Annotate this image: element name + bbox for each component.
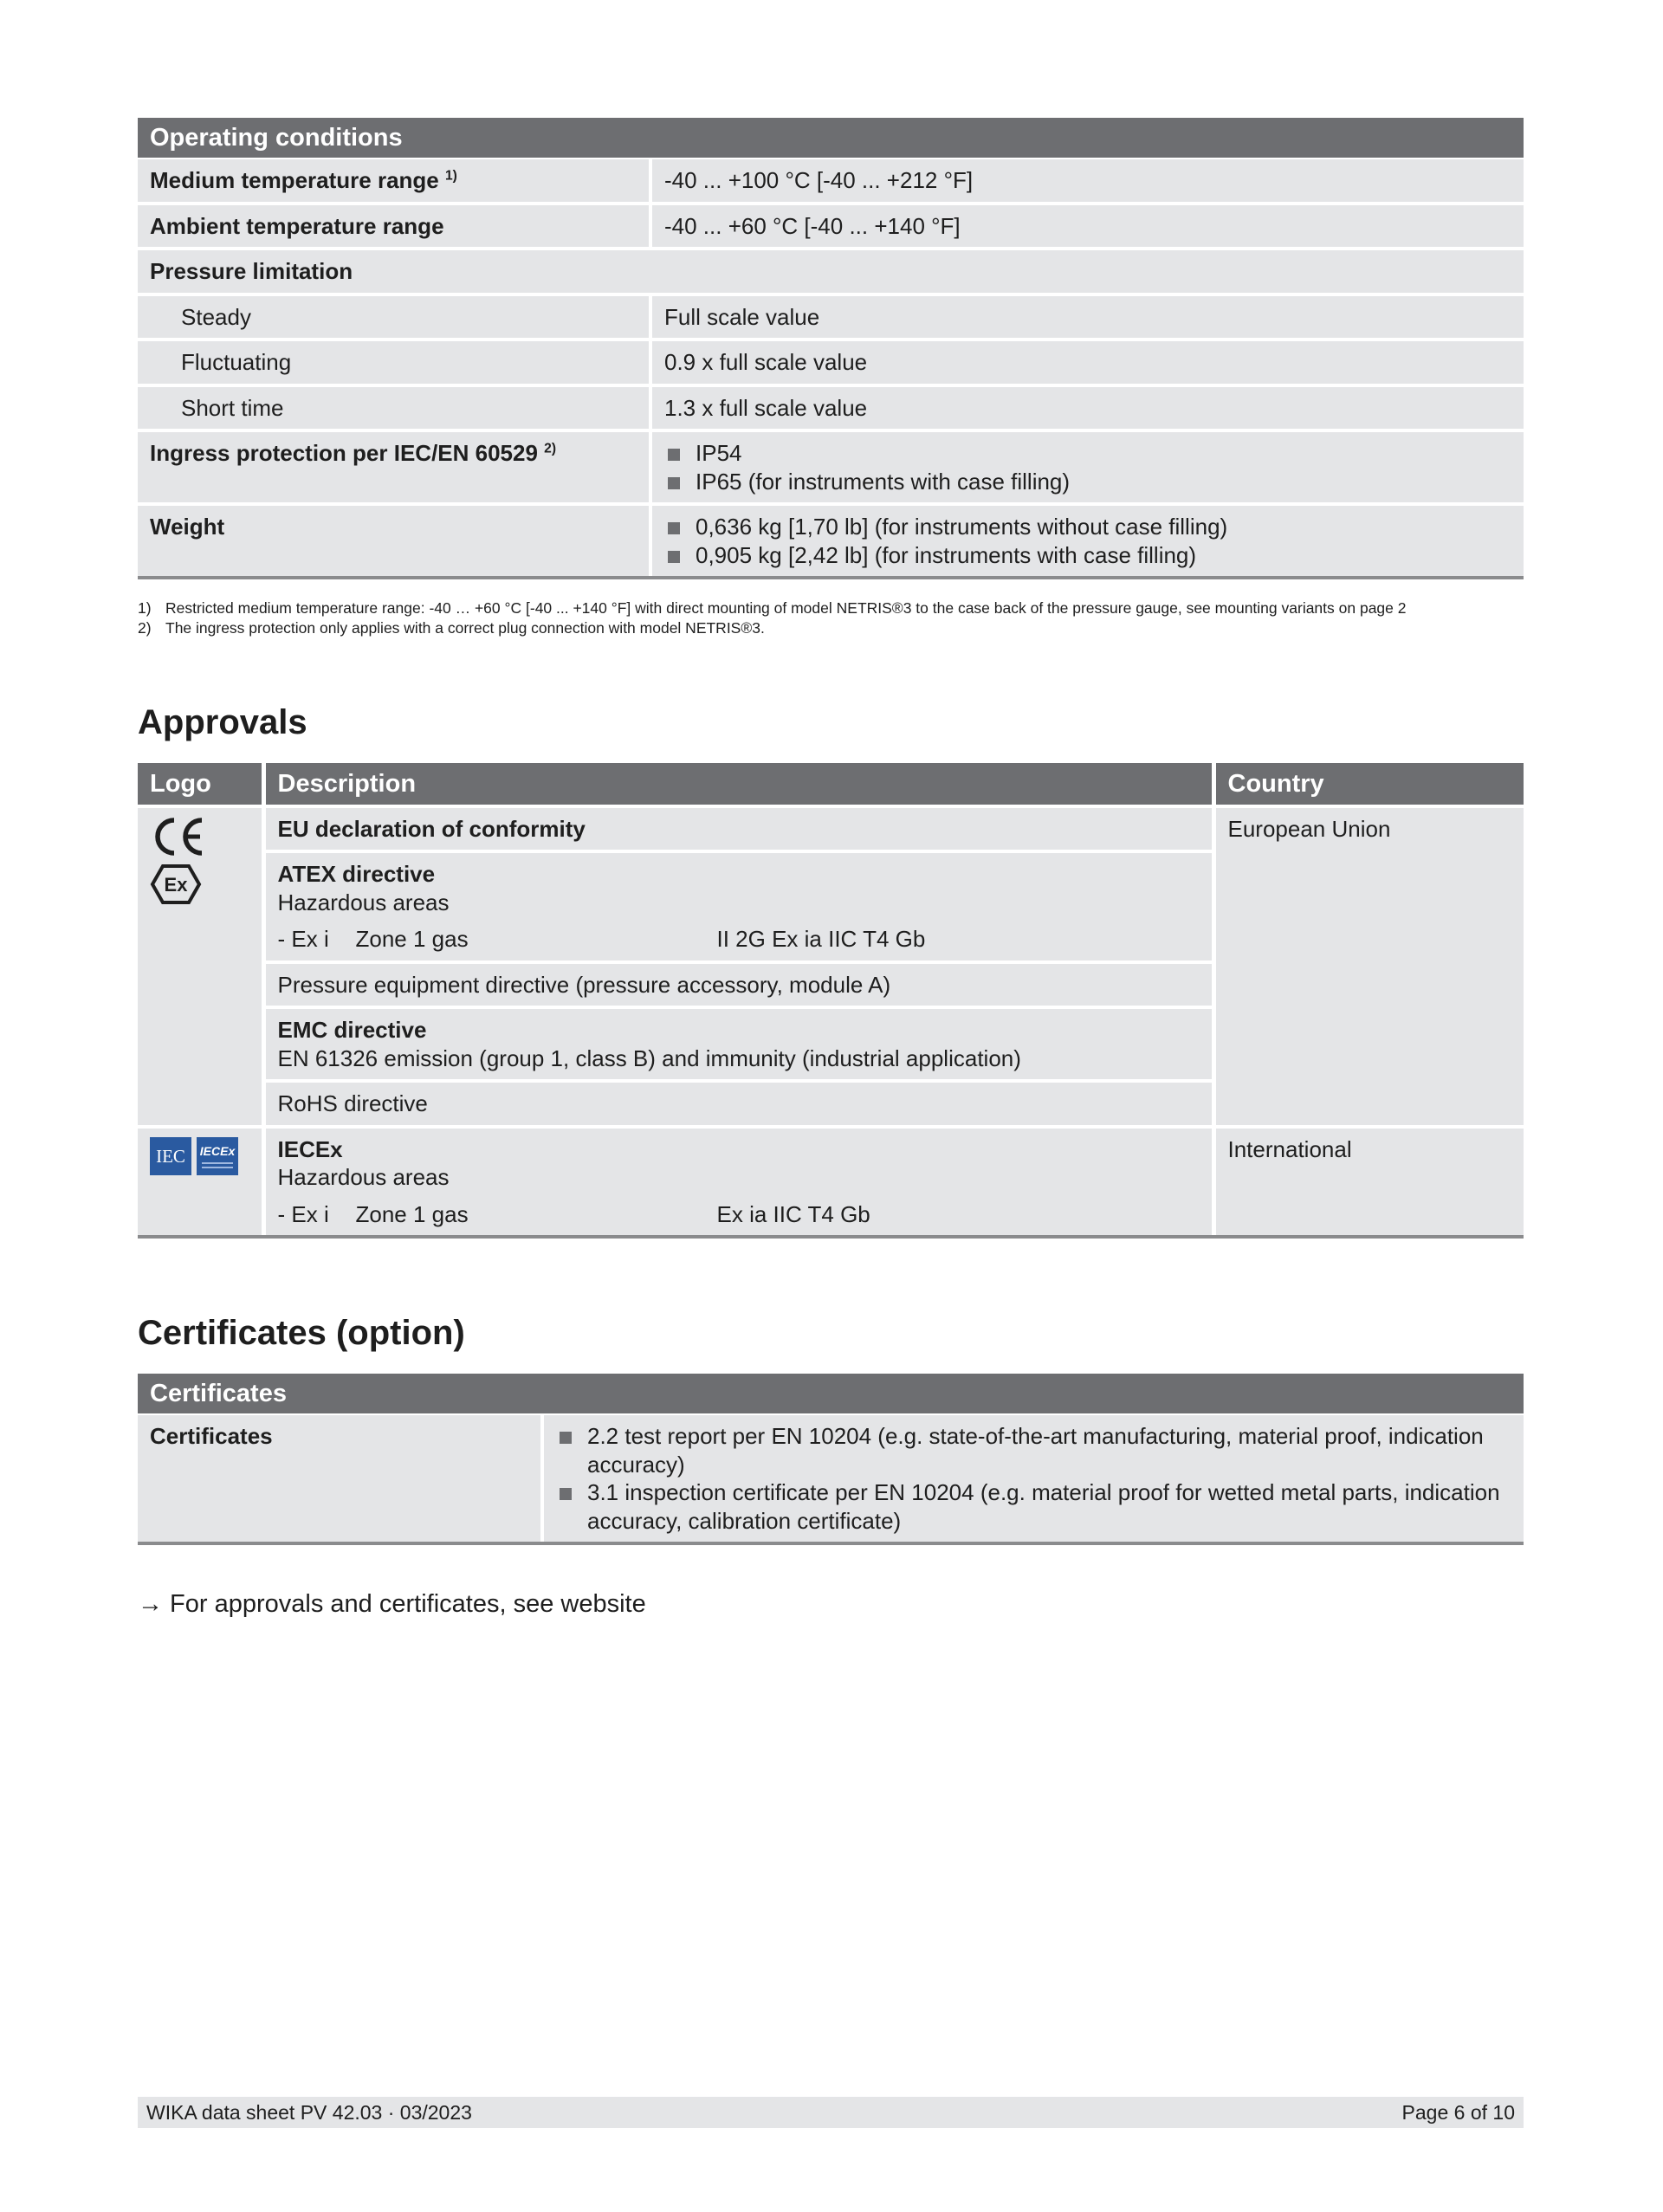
short-time-label: Short time bbox=[138, 387, 649, 430]
weight-list bbox=[664, 513, 1511, 569]
table-row bbox=[138, 1127, 1524, 1236]
footnote-1: 1) Restricted medium temperature range: -40 … +60 °C [-40 ... +140 °F] with direct mounting of model NETRIS®3 to the case back of the pressure gauge, see mounting variants on page 2 bbox=[138, 599, 1407, 617]
approvals-table bbox=[138, 763, 1524, 1236]
steady-label: Steady bbox=[138, 296, 649, 339]
table-row bbox=[138, 296, 1524, 339]
page-footer bbox=[138, 2097, 1524, 2128]
svg-text:IECEx: IECEx bbox=[199, 1143, 236, 1158]
eu-declaration: EU declaration of conformity bbox=[263, 806, 1213, 852]
table-row bbox=[138, 506, 1524, 576]
certificates-list bbox=[556, 1422, 1511, 1535]
emc-directive: EMC directive EN 61326 emission (group 1, class B) and immunity (industrial application) bbox=[263, 1007, 1213, 1081]
certificates-table bbox=[138, 1412, 1524, 1545]
table-row bbox=[138, 341, 1524, 384]
certificates-title: Certificates (option) bbox=[138, 1314, 465, 1353]
pressure-equipment-directive: Pressure equipment directive (pressure accessory, module A) bbox=[263, 962, 1213, 1008]
rohs-directive: RoHS directive bbox=[263, 1081, 1213, 1127]
svg-text:IEC: IEC bbox=[156, 1145, 185, 1167]
iec-logo-icon bbox=[150, 1137, 191, 1175]
steady-value: Full scale value bbox=[649, 296, 1524, 339]
table-row bbox=[138, 250, 1524, 293]
fluctuating-value: 0.9 x full scale value bbox=[649, 341, 1524, 384]
list-item: 3.1 inspection certificate per EN 10204 (e.g. material proof for wetted metal parts, indication accuracy, calibration certificate) bbox=[556, 1478, 1511, 1535]
medium-temperature-value: -40 ... +100 °C [-40 ... +212 °F] bbox=[649, 159, 1524, 202]
weight-label: Weight bbox=[138, 506, 649, 576]
list-item: 0,636 kg [1,70 lb] (for instruments without case filling) bbox=[664, 513, 1511, 541]
ce-mark-icon bbox=[150, 815, 207, 858]
list-item: 2.2 test report per EN 10204 (e.g. state-of-the-art manufacturing, material proof, indication accuracy) bbox=[556, 1422, 1511, 1478]
footnotes bbox=[138, 598, 1524, 638]
pressure-limitation-label: Pressure limitation bbox=[138, 250, 1524, 293]
weight-value bbox=[649, 506, 1524, 576]
table-row bbox=[138, 387, 1524, 430]
description-column-header: Description bbox=[263, 763, 1213, 806]
ingress-protection-label: Ingress protection per IEC/EN 60529 $^{2)}$ bbox=[138, 432, 649, 502]
footnote-2: 2) The ingress protection only applies with a correct plug connection with model NETRIS®3. bbox=[138, 618, 765, 637]
operating-conditions-header: Operating conditions bbox=[138, 118, 1524, 158]
page-content bbox=[138, 118, 1524, 1620]
iecex-logo-icon bbox=[197, 1137, 238, 1175]
table-bottom-rule bbox=[138, 1542, 1524, 1545]
iecex-country: International bbox=[1213, 1127, 1524, 1236]
eu-country: European Union bbox=[1213, 806, 1524, 1127]
short-time-value: 1.3 x full scale value bbox=[649, 387, 1524, 430]
table-row bbox=[138, 205, 1524, 248]
iecex-description: IECEx Hazardous areas - Ex i Zone 1 gas Ex ia IIC T4 Gb bbox=[263, 1127, 1213, 1236]
list-item: IP54 bbox=[664, 439, 1511, 468]
list-item: 0,905 kg [2,42 lb] (for instruments with case filling) bbox=[664, 541, 1511, 570]
certificates-header: Certificates bbox=[138, 1374, 1524, 1413]
ambient-temperature-label: Ambient temperature range bbox=[138, 205, 649, 248]
footer-datasheet-id: WIKA data sheet PV 42.03 · 03/2023 bbox=[146, 2100, 472, 2124]
certificates-value bbox=[540, 1415, 1524, 1542]
svg-text:Ex: Ex bbox=[164, 873, 188, 896]
atex-directive: ATEX directive Hazardous areas - Ex i Zone 1 gas II 2G Ex ia IIC T4 Gb bbox=[263, 851, 1213, 962]
operating-conditions-table bbox=[138, 156, 1524, 579]
table-row bbox=[138, 1415, 1524, 1542]
table-bottom-rule bbox=[138, 576, 1524, 579]
approvals-header-row bbox=[138, 763, 1524, 806]
eu-logos bbox=[138, 806, 263, 1127]
medium-temperature-label: Medium temperature range $^{1)}$ bbox=[138, 159, 649, 202]
fluctuating-label: Fluctuating bbox=[138, 341, 649, 384]
table-bottom-rule bbox=[138, 1235, 1524, 1239]
ingress-list bbox=[664, 439, 1511, 495]
ex-mark-icon bbox=[150, 863, 202, 905]
table-row bbox=[138, 432, 1524, 502]
iecex-logos bbox=[138, 1127, 263, 1236]
approvals-title: Approvals bbox=[138, 702, 307, 741]
country-column-header: Country bbox=[1213, 763, 1524, 806]
table-row bbox=[138, 806, 1524, 852]
list-item: IP65 (for instruments with case filling) bbox=[664, 468, 1511, 496]
website-note[interactable]: → For approvals and certificates, see website bbox=[138, 1590, 646, 1619]
table-row bbox=[138, 159, 1524, 202]
ambient-temperature-value: -40 ... +60 °C [-40 ... +140 °F] bbox=[649, 205, 1524, 248]
certificates-label: Certificates bbox=[138, 1415, 540, 1542]
footer-page-number: Page 6 of 10 bbox=[1401, 2100, 1515, 2124]
ingress-protection-value bbox=[649, 432, 1524, 502]
logo-column-header: Logo bbox=[138, 763, 263, 806]
